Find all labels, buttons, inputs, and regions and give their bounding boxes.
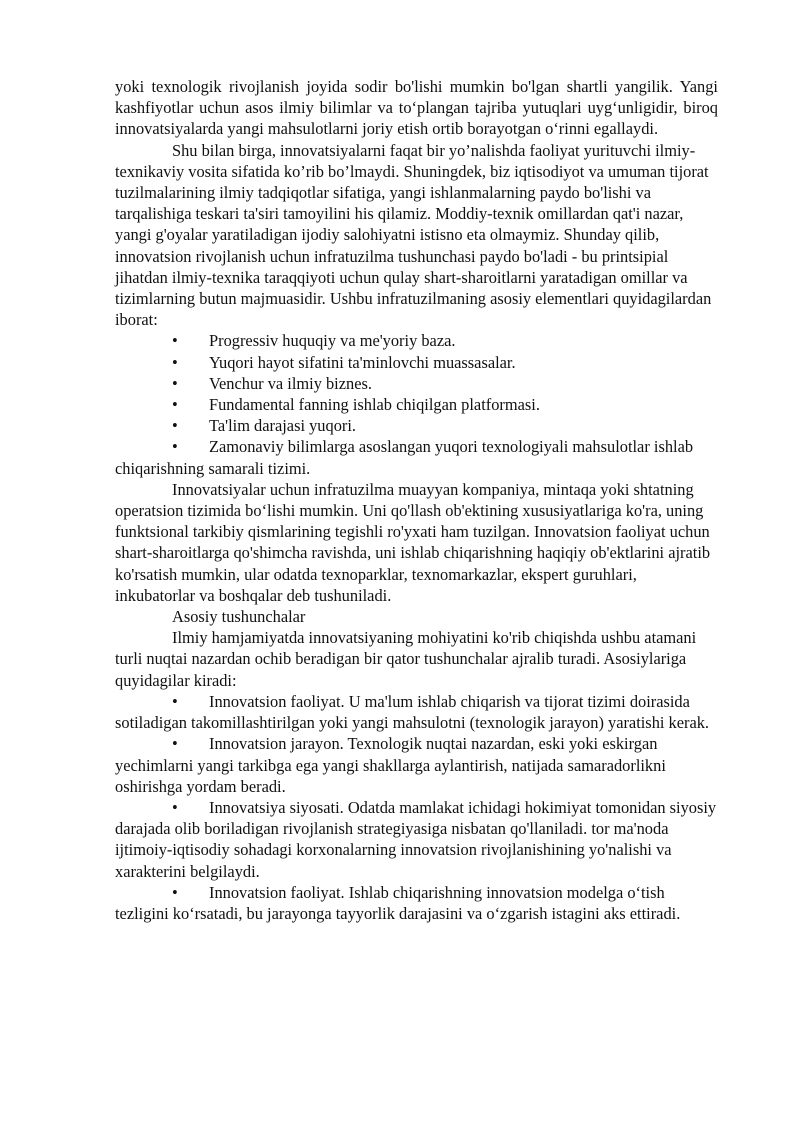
bullet-icon: • <box>172 331 178 351</box>
list-item: • Fundamental fanning ishlab chiqilgan platformasi. <box>172 395 540 415</box>
section-heading: Asosiy tushunchalar <box>172 607 306 627</box>
list-item: • Yuqori hayot sifatini ta'minlovchi muassasalar. <box>172 352 516 372</box>
infrastructure-elements-list <box>115 330 718 478</box>
bullet-icon: • <box>172 882 178 902</box>
bullet-icon: • <box>172 352 178 372</box>
concepts-list <box>115 691 718 924</box>
paragraph-intro: yoki texnologik rivojlanish joyida sodir bo'lishi mumkin bo'lgan shartli yangilik. Yangi kashfiyotlar uchun asos ilmiy bilimlar va to‘plangan tajriba yutuqlari uyg‘unligidir, biroq innovatsiyalarda yangi mahsulotlarni joriy etish ortib borayotgan o‘rinni egallaydi. <box>115 77 718 139</box>
bullet-icon: • <box>172 395 178 415</box>
bullet-icon: • <box>172 691 178 711</box>
paragraph-infrastructure-types: Innovatsiyalar uchun infratuzilma muayyan kompaniya, mintaqa yoki shtatning operatsion tizimida bo‘lishi mumkin. Uni qo'llash ob'ektining xususiyatlariga ko'ra, uning funktsional tarkibiy qismlarining tegishli ro'yxati ham tuzilgan. Innovatsion faoliyat uchun shart-sharoitlarga qo'shimcha ravishda, uni ishlab chiqarishning haqiqiy ob'ektlarini ajratib ko'rsatish mumkin, ular odatda texnoparklar, texnomarkazlar, ekspert guruhlari, inkubatorlar va boshqalar deb tushuniladi. <box>115 479 711 605</box>
bullet-icon: • <box>172 437 178 457</box>
list-item: • Ta'lim darajasi yuqori. <box>172 416 357 436</box>
paragraph-infrastructure: Shu bilan birga, innovatsiyalarni faqat bir yo’nalishda faoliyat yurituvchi ilmiy-texnikaviy vosita sifatida ko’rib bo’lmaydi. Shuningdek, biz iqtisodiyot va umuman tijorat tuzilmalarining ilmiy tadqiqotlar sifatiga, yangi ishlanmalarning paydo bo'lishi va tarqalishiga teskari ta'siri tamoyilini his qilamiz. Moddiy-texnik omillardan qat'i nazar, yangi g'oyalar yaratiladigan ijodiy salohiyatni istisno eta olmaymiz. Shunday qilib, innovatsion rivojlanish uchun infratuzilma tushunchasi paydo bo'ladi - bu printsipial jihatdan ilmiy-texnika taraqqiyoti uchun qulay shart-sharoitlarni yaratadigan omillar va tizimlarning butun majmuasidir. Ushbu infratuzilmaning asosiy elementlari quyidagilardan iborat: <box>115 140 712 330</box>
list-item: • Zamonaviy bilimlarga asoslangan yuqori texnologiyali mahsulotlar ishlab chiqarishning samarali tizimi. <box>115 437 694 478</box>
list-item: • Progressiv huquqiy va me'yoriy baza. <box>172 331 456 351</box>
list-item: • Innovatsion faoliyat. U ma'lum ishlab chiqarish va tijorat tizimi doirasida sotiladigan takomillashtirilgan yoki yangi mahsulotni (texnologik jarayon) yaratishi kerak. <box>115 691 710 733</box>
list-item: • Innovatsiya siyosati. Odatda mamlakat ichidagi hokimiyat tomonidan siyosiy darajada olib boriladigan rivojlanish strategiyasiga nisbatan qo'llaniladi. tor ma'noda ijtimoiy-iqtisodiy sohadagi korxonalarning innovatsion rivojlanishining yo'nalishi va xarakterini belgilaydi. <box>115 797 717 881</box>
list-item: • Venchur va ilmiy biznes. <box>172 373 372 393</box>
bullet-icon: • <box>172 734 178 754</box>
bullet-icon: • <box>172 797 178 817</box>
list-item: • Innovatsion faoliyat. Ishlab chiqarishning innovatsion modelga o‘tish tezligini ko‘rsatadi, bu jarayonga tayyorlik darajasini va o‘zgarish istagini aks ettiradi. <box>115 882 681 923</box>
paragraph-concepts: Ilmiy hamjamiyatda innovatsiyaning mohiyatini ko'rib chiqishda ushbu atamani turli nuqtai nazardan ochib beradigan bir qator tushunchalar ajralib turadi. Asosiylariga quyidagilar kiradi: <box>115 628 697 690</box>
bullet-icon: • <box>172 373 178 393</box>
bullet-icon: • <box>172 416 178 436</box>
list-item: • Innovatsion jarayon. Texnologik nuqtai nazardan, eski yoki eskirgan yechimlarni yangi tarkibga ega yangi shakllarga aylantirish, natijada samaradorlikni oshirishga yordam beradi. <box>115 734 666 796</box>
